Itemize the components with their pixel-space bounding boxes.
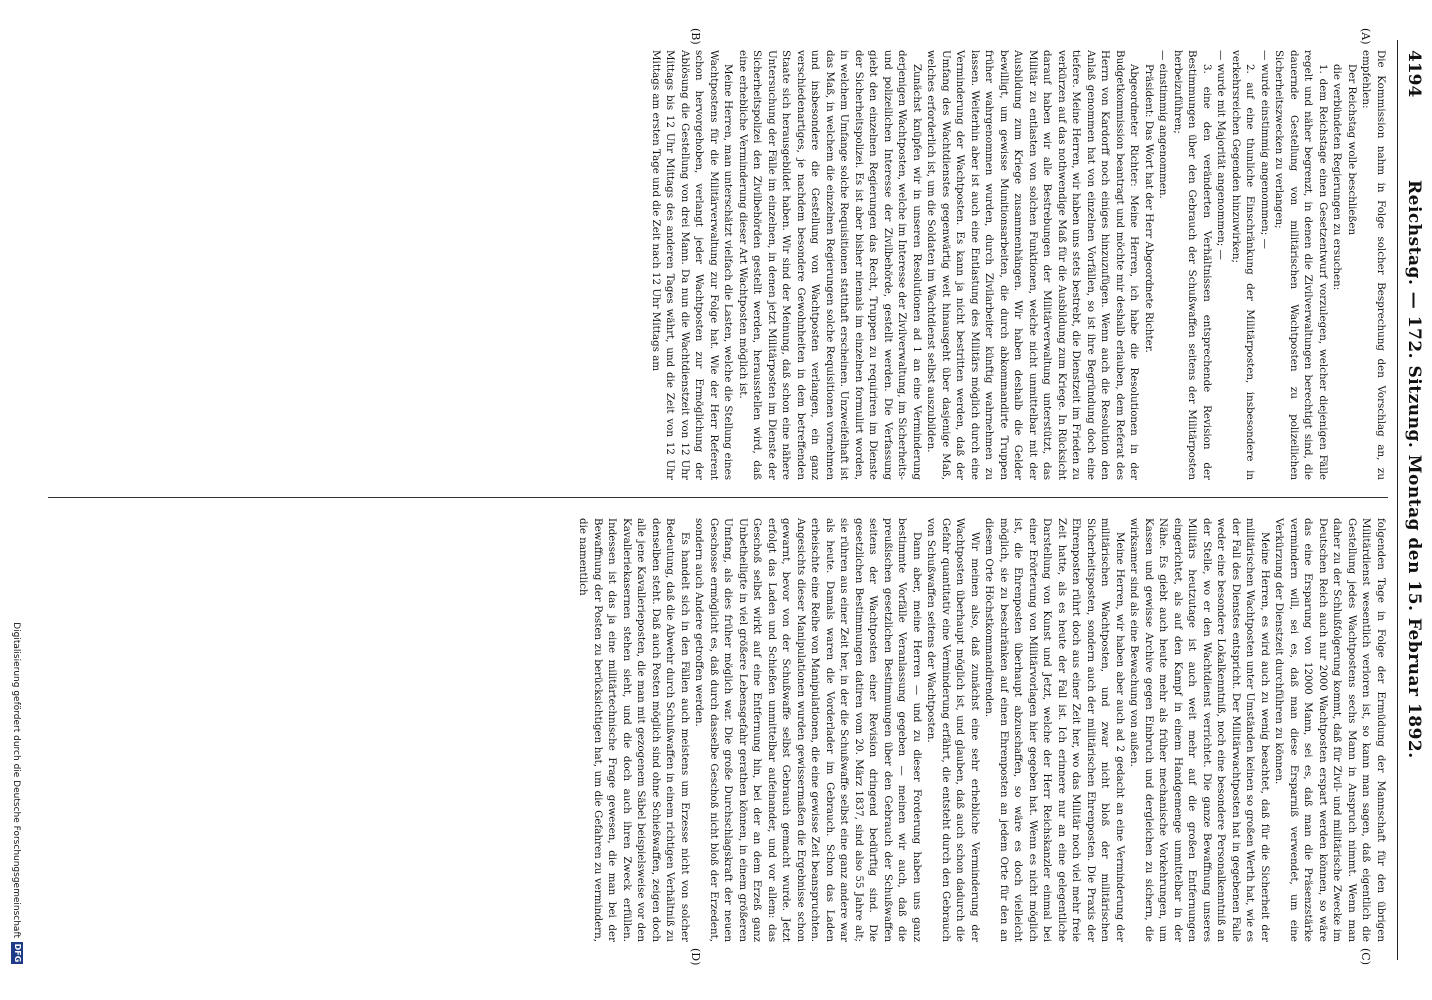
footer-text: Digitalisierung gefördert durch die Deutsche Forschungsgemeinschaft	[11, 622, 21, 938]
paragraph: — wurde einstimmig angenommen; —	[1259, 50, 1271, 249]
margin-marker-b: (B)	[689, 28, 702, 45]
paragraph: Meine Herren, man unterschätzt vielfach die Lasten, welche die Stellung eines Wachtpostens für die Militärverwaltung zur Folge hat. Wie der Herr Referent schon hervorgehoben, verlangt jeder Wachtposten zur Ermöglichung der Ablösung die Gestellung von drei Mann. Da nun die Wachtdienstzeit von 12 Uhr Mittags bis 12 Uhr Mittags des anderen Tages währt, und die Zeit von 12 Uhr Mittags am ersten Tage und die Zeit nach 12 Uhr Mittags am	[650, 50, 735, 480]
paragraph: Abgeordneter Richter: Meine Herren, ich habe die Resolutionen in der Budgetkommission beantragt und möchte mir deshalb erlauben, dem Referat des Herrn von Kardorff noch einiges hinzuzufügen. Wenn auch die Resolution den Anlaß genommen hat von einzelnen Vorfällen, so ist ihre Begründung doch eine tiefere. Meine Herren, wir haben uns stets bestrebt, die Dienstzeit im Frieden zu verkürzen auf das nothwendige Maß für die Ausbildung zum Kriege. In Rücksicht darauf haben wir alle Bestrebungen der Militärverwaltung unterstützt, das Militär zu entlasten von solchen Funktionen, welche nicht unmittelbar mit der Ausbildung zum Kriege zusammenhängen. Wir haben deshalb die Gelder bewilligt, um gewisse Munitionsarbeiten, die durch abkommandirte Truppen früher wahrgenommen wurden, durch Zivilarbeiter künftig wahrnehmen zu lassen. Weiterhin aber ist auch eine Entlastung des Militärs möglich durch eine Verminderung der Wachtposten. Es kann ja nicht bestritten werden, daß der Umfang des Wachtdienstes gegenwärtig weit hinausgeht über dasjenige Maß, welches erforderlich ist, um die Soldaten im Wachtdienst selbst auszubilden.	[925, 50, 1141, 480]
margin-marker-a: (A)	[1359, 28, 1372, 45]
paragraph: folgenden Tage in Folge der Ermüdung der Mannschaft für den übrigen Militärdienst wesentlich verloren ist, so kann man sagen, daß eigentlich die Gestellung jedes Wachtpostens sechs Mann in Anspruch nimmt. Wenn man daher zu der Schlußfolgerung kommt, daß für Zivil- und militärische Zwecke im Deutschen Reich auch nur 2000 Wachtposten erspart werden können, so wäre das eine Ersparung von 12000 Mann, sei es, daß man die Präsenzstärke vermindern will, sei es, daß man diese Ersparniß verwendet, um eine Verkürzung der Dienstzeit durchführen zu können.	[1273, 518, 1387, 942]
paragraph: Der Reichstag wolle beschließen	[1346, 64, 1358, 236]
page-title: Reichstag. — 172. Sitzung. Montag den 15. Februar 1892.	[1404, 180, 1424, 759]
paragraph: Wir meinen also, daß zunächst eine sehr erhebliche Verminderung der Wachtposten überhaupt möglich ist, und glauben, daß auch schon dadurch die Gefahr quantitativ eine Verminderung erfährt, die entsteht durch den Gebrauch von Schußwaffen seitens der Wachtposten.	[925, 518, 981, 942]
paragraph: Meine Herren, es wird auch zu wenig beachtet, daß für die Sicherheit der militärischen Wachtposten unter Umständen keinen so großen Werth hat, wie es der Fall des Dienstes entspricht. Der Militärwachtposten hat in gegebenen Falle weder eine besondere Lokalkenntniß, noch eine besondere Personalkenntniß an der Stelle, wo er den Wachtdienst verrichtet. Die ganze Bewaffnung unseres Militärs heutzutage ist auch weit mehr auf die großen Entfernungen eingerichtet, als auf den Kampf in einem Handgemenge unmittelbar in der Nähe. Es giebt auch heute mehr als früher mechanische Vorkehrungen, um Kassen und gewisse Archive gegen Einbruch und dergleichen zu sichern, die wirksamer sind als eine Bewachung von außen.	[1128, 518, 1271, 942]
header-rule	[1397, 40, 1398, 960]
paragraph: Präsident: Das Wort hat der Herr Abgeordnete Richter.	[1143, 64, 1155, 353]
paragraph: — einstimmig angenommen.	[1157, 50, 1170, 199]
list-item: 3. eine den veränderten Verhältnissen entsprechende Revision der Bestimmungen über den Gebrauch der Schußwaffen seitens der Militärposten herbeizuführen;	[1172, 50, 1213, 480]
paragraph: — wurde mit Majorität angenommen; —	[1215, 50, 1228, 260]
list-item: 2. auf eine thunliche Einschränkung der Militärposten, insbesondere in verkehrsreichen Gegenden hinzuwirken;	[1230, 50, 1257, 480]
right-column	[576, 518, 1388, 942]
margin-marker-c: (C)	[1359, 948, 1372, 965]
paragraph: die verbündeten Regierungen zu ersuchen:	[1331, 64, 1344, 291]
column-separator	[48, 497, 1388, 498]
digitization-footer	[4, 0, 24, 1000]
paragraph: Zunächst knüpfen wir in unseren Resolutionen ad 1 an eine Verminderung derjenigen Wachtposten, welche im Interesse der Zivilverwaltung, im Sicherheits- und polizeilichen Interesse der Zivilbehörde, gestellt werden. Die Verfassung giebt den einzelnen Regierungen das Recht, Truppen zu requiriren im Dienste der Sicherheitspolizei. Es ist aber bisher niemals im einzelnen formulirt worden, in welchem Umfange solche Requisitionen statthaft erscheinen. Unzweifelhaft ist das Maß, in welchem die einzelnen Regierungen solche Requisitionen vornehmen und insbesondere die Gestellung von Wachtposten verlangen, ein ganz verschiedenartiges, je nachdem besondere Gewohnheiten in dem betreffenden Staate sich herausgebildet haben. Wir sind der Meinung, daß schon eine nähere Untersuchung der Fälle im einzelnen, in denen jetzt Militärposten im Dienste der Sicherheitspolizei den Zivilbehörden gestellt werden, herausstellen wird, daß eine erhebliche Verminderung dieser Art Wachtposten möglich ist.	[737, 50, 923, 480]
margin-marker-d: (D)	[689, 948, 702, 966]
left-column	[649, 50, 1389, 480]
dfg-logo: DFG	[13, 943, 22, 963]
paragraph: Meine Herren, wir haben aber auch ad 2 gedacht an eine Verminderung der militärischen Wachtposten, und zwar nicht bloß der militärischen Sicherheitsposten, sondern auch der militärischen Ehrenposten. Die Praxis der Ehrenposten rührt doch aus einer Zeit her, wo das Militär noch viel mehr freie Zeit hatte, als es heute der Fall ist. Ich erinnere nur an eine gelegentliche Darstellung von Kunst und Jetzt, welche der Herr Reichskanzler einmal bei einer Erörterung von Militärvorlagen hier gegeben hat. Wenn es nicht möglich ist, die Ehrenposten überhaupt abzuschaffen, so wäre es doch vielleicht möglich, sie zu beschränken auf einen Ehrenposten an jedem Orte für den an diesem Orte Höchstkommandirenden.	[983, 518, 1126, 942]
page-header	[1392, 0, 1432, 1000]
paragraph: Es handelt sich in den Fällen auch meistens um Erzesse nicht von solcher Bedeutung, daß die Abwehr durch Schußwaffen in einem richtigen Verhältniß zu denselben steht. Daß auch Posten möglich sind ohne Schießwaffen, zeigen doch alle jene Kavallerieposten, die man mit gezogenem Säbel beispielsweise vor den Kavalleriekasernen stehen sieht, und die doch auch ihren Zweck erfüllen. Indessen ist das ja eine militärtechnische Frage gewesen, die man bei der Bewaffnung der Posten zu berücksichtigen hat, um die Gefahren zu vermindern, die namentlich	[577, 518, 691, 942]
list-item: 1. dem Reichstage einen Gesetzentwurf vorzulegen, welcher diejenigen Fälle regelt und näher begrenzt, in denen die Zivilverwaltungen berechtigt sind, die dauernde Gestellung von militärischen Wachtposten zu polizeilichen Sicherheitszwecken zu verlangen;	[1273, 50, 1329, 480]
paragraph: Die Kommission nahm in Folge solcher Besprechung den Vorschlag an, zu empfehlen:	[1360, 50, 1387, 480]
page-number: 4194	[1404, 50, 1424, 98]
paragraph: Dann aber, meine Herren — und zu dieser Forderung haben uns ganz bestimmte Vorfälle Veranlassung gegeben — meinen wir auch, daß die preußischen gesetzlichen Bestimmungen über den Gebrauch der Schußwaffen seitens der Wachtposten einer Revision dringend bedürftig sind. Die gesetzlichen Bestimmungen datiren vom 20. März 1837, sind also 55 Jahre alt; sie rühren aus einer Zeit her, in der die Schußwaffe selbst eine ganz andere war als heute. Damals waren die Vorderlader im Gebrauch. Schon das Laden erheischte eine Reihe von Manipulationen, die eine gewisse Zeit beanspruchten. Angesichts dieser Manipulationen wurden gewissermaßen die Ergebnisse schon gewarnt, bevor von der Schußwaffe selbst Gebrauch gemacht wurde. Jetzt erfolgt das Laden und Schießen unmittelbar aufeinander, und vor allem: das Geschoß selbst wirkt auf eine Entfernung hin, bei der an dem Erzeß ganz Unbetheiligte in viel größere Lebensgefahr gerathen können, in einem größeren Umfang, als dies früher möglich war. Die große Durchschlagskraft der neuen Geschosse ermöglicht es, daß durch dasselbe Geschoß nicht bloß der Erzedent, sondern auch Andere getroffen werden.	[693, 518, 923, 942]
